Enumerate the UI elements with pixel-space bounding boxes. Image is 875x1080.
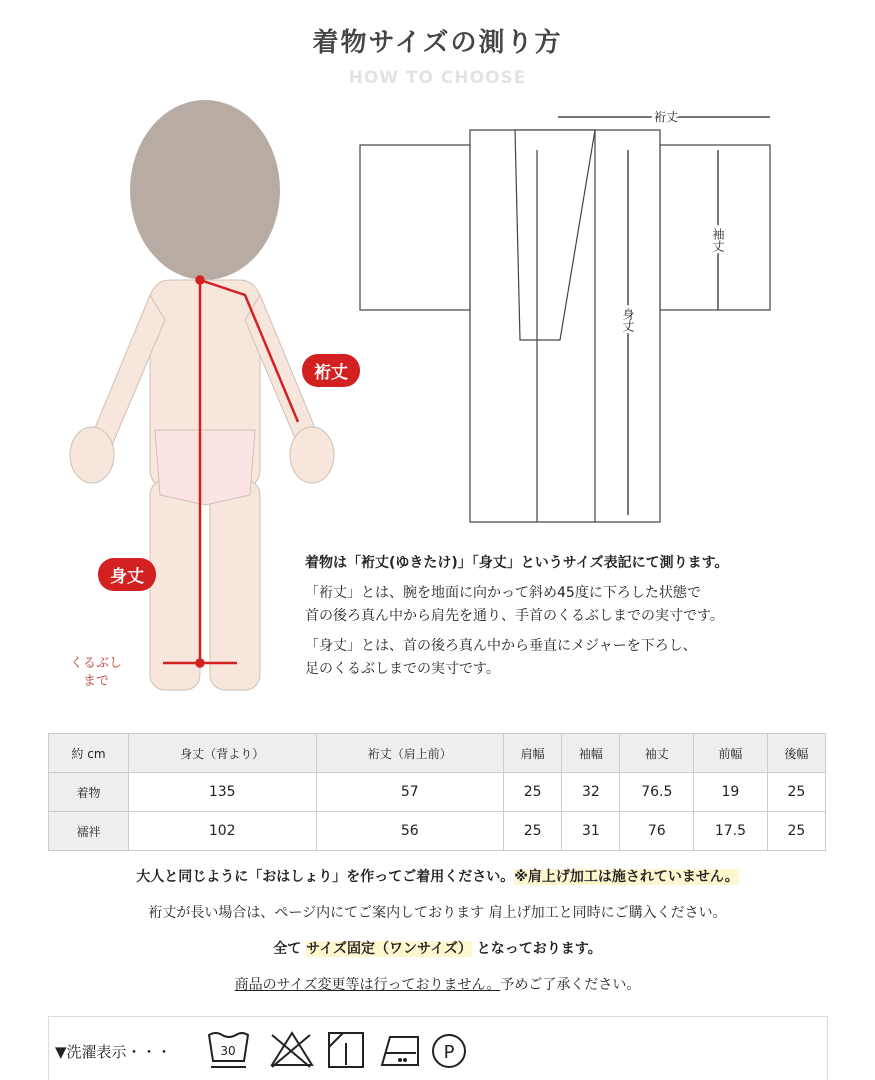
mi-dim-label: 身丈 (621, 308, 635, 332)
page-subtitle: HOW TO CHOOSE (348, 68, 527, 88)
table-cell: 襦袢 (49, 812, 129, 851)
table-cell: 31 (562, 812, 620, 851)
table-cell: 25 (767, 773, 825, 812)
table-cell: 76 (620, 812, 694, 851)
table-header: 約 cm (49, 734, 129, 773)
kimono-diagram (360, 130, 770, 522)
table-cell: 57 (316, 773, 504, 812)
table-cell: 着物 (49, 773, 129, 812)
table-header: 後幅 (767, 734, 825, 773)
wash-care-section (48, 1016, 828, 1080)
kurubushi-line1: くるぶし (70, 656, 123, 671)
table-header: 身丈（背より） (128, 734, 316, 773)
dry-clean-p-icon (433, 1035, 465, 1067)
wash-30-icon (209, 1033, 248, 1067)
size-table (48, 733, 826, 851)
table-header: 袖丈 (620, 734, 694, 773)
table-header: 肩幅 (504, 734, 562, 773)
wash-label: ▼洗濯表示・・・ (55, 1043, 172, 1061)
explain-lead: 着物は「裄丈(ゆきたけ)」「身丈」というサイズ表記にて測ります。 (305, 555, 729, 571)
table-row (49, 773, 826, 812)
iron-low-icon (382, 1037, 418, 1065)
table-cell: 17.5 (694, 812, 768, 851)
no-bleach-icon (272, 1033, 312, 1067)
note-2: 裄丈が長い場合は、ページ内にてご案内しております 肩上げ加工と同時にご購入ください。 (148, 905, 727, 921)
table-header-row (49, 734, 826, 773)
notes (0, 862, 875, 1006)
explain-yuki: 「裄丈」とは、腕を地面に向かって斜め45度に下ろした状態で 首の後ろ真ん中から肩先を通り、手首のくるぶしまでの実寸です。 (305, 585, 724, 624)
mi-badge: 身丈 (98, 558, 156, 591)
kurubushi-line2: まで (83, 674, 110, 689)
table-cell: 25 (504, 812, 562, 851)
page-title: 着物サイズの測り方 (312, 28, 563, 58)
table-cell: 25 (504, 773, 562, 812)
note-1: 大人と同じように「おはしょり」を作ってご着用ください。※肩上げ加工は施されていません。 (136, 869, 739, 885)
table-cell: 25 (767, 812, 825, 851)
explanation (305, 552, 729, 688)
table-cell: 135 (128, 773, 316, 812)
yuki-dim-label: 裄丈 (653, 110, 679, 124)
table-row (49, 812, 826, 851)
note-3: 全て サイズ固定（ワンサイズ） となっております。 (273, 941, 602, 957)
table-header: 袖幅 (562, 734, 620, 773)
table-header: 裄丈（肩上前） (316, 734, 504, 773)
table-cell: 19 (694, 773, 768, 812)
sode-dim-label: 袖丈 (711, 228, 725, 252)
yuki-badge: 裄丈 (302, 354, 360, 387)
svg-text:30: 30 (220, 1044, 236, 1058)
table-cell: 32 (562, 773, 620, 812)
kurubushi-label (70, 655, 122, 691)
svg-text:P: P (443, 1042, 455, 1063)
table-cell: 56 (316, 812, 504, 851)
table-cell: 76.5 (620, 773, 694, 812)
child-figure (70, 100, 334, 690)
table-header: 前幅 (694, 734, 768, 773)
note-4: 商品のサイズ変更等は行っておりません。予めご了承ください。 (234, 977, 641, 993)
explain-mi: 「身丈」とは、首の後ろ真ん中から垂直にメジャーを下ろし、 足のくるぶしまでの実寸です。 (305, 638, 697, 677)
care-symbols (204, 1023, 504, 1080)
table-cell: 102 (128, 812, 316, 851)
line-dry-shade-icon (329, 1033, 363, 1067)
